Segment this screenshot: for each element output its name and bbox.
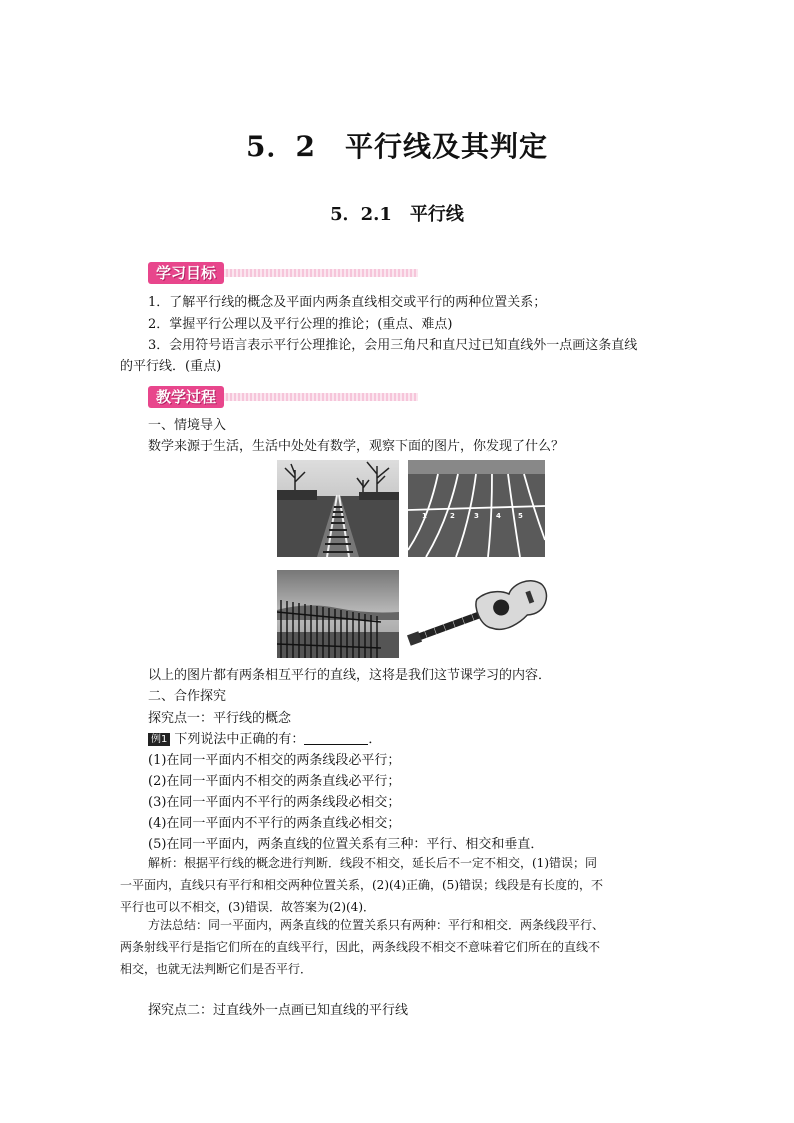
section1-intro: 数学来源于生活，生活中处处有数学，观察下面的图片，你发现了什么？ [148,439,565,454]
option-3: (3)在同一平面内不平行的两条线段必相交； [148,795,401,810]
section2-heading: 二、合作探究 [148,689,227,704]
summary-line-1: 方法总结：同一平面内，两条直线的位置关系只有两种：平行和相交．两条线段平行、 [148,918,605,932]
lane-number: 3 [474,512,479,520]
banner-label: 学习目标 [148,262,224,284]
option-2: (2)在同一平面内不相交的两条直线必平行； [148,774,401,789]
example-question-end: ． [368,732,382,747]
banner-label: 教学过程 [148,386,224,408]
goal-item-1: 1．了解平行线的概念及平面内两条直线相交或平行的两种位置关系； [148,295,547,310]
railway-photo [277,460,399,557]
lane-number: 5 [518,512,523,520]
banner-stripe [222,269,418,277]
running-track-photo [408,460,545,557]
section-subtitle: 5．2.1 平行线 [330,204,464,225]
summary-line-2: 两条射线平行是指它们所在的直线平行，因此，两条线段不相交不意味着它们所在的直线不 [120,940,601,954]
option-5: (5)在同一平面内，两条直线的位置关系有三种：平行、相交和垂直． [148,837,544,852]
analysis-line-2: 一平面内，直线只有平行和相交两种位置关系，(2)(4)正确，(5)错误；线段是有长度的，不 [120,878,603,892]
lane-number: 1 [422,512,427,520]
example-tag: 例1 [148,733,170,746]
banner-stripe [222,393,418,401]
lane-number: 4 [496,512,501,520]
option-1: (1)在同一平面内不相交的两条线段必平行； [148,753,401,768]
goal-item-2: 2．掌握平行公理以及平行公理的推论；(重点、难点) [148,317,453,332]
explore2-heading: 探究点二：过直线外一点画已知直线的平行线 [148,1003,409,1018]
analysis-line-1: 解析：根据平行线的概念进行判断．线段不相交，延长后不一定不相交，(1)错误；同 [148,856,598,870]
option-4: (4)在同一平面内不平行的两条直线必相交； [148,816,401,831]
banner-learning-goals [148,262,418,284]
example-question-text: 下列说法中正确的有： [174,732,305,747]
analysis-line-3: 平行也可以不相交，(3)错误．故答案为(2)(4)． [120,900,375,914]
lane-number: 2 [450,512,455,520]
page-title: 5．2 平行线及其判定 [246,130,548,163]
explore1-heading: 探究点一：平行线的概念 [148,711,292,726]
guitar-photo [403,572,553,658]
banner-teaching-process [148,386,418,408]
section1-heading: 一、情境导入 [148,418,227,433]
example-question [148,731,381,749]
goal-item-3-cont: 的平行线．(重点) [120,359,222,374]
goal-item-3: 3．会用符号语言表示平行公理推论，会用三角尺和直尺过已知直线外一点画这条直线 [148,338,638,353]
section1-conclusion: 以上的图片都有两条相互平行的直线，这将是我们这节课学习的内容． [148,668,552,683]
fence-photo [277,570,399,658]
answer-blank [304,732,368,745]
summary-line-3: 相交，也就无法判断它们是否平行． [120,962,313,976]
